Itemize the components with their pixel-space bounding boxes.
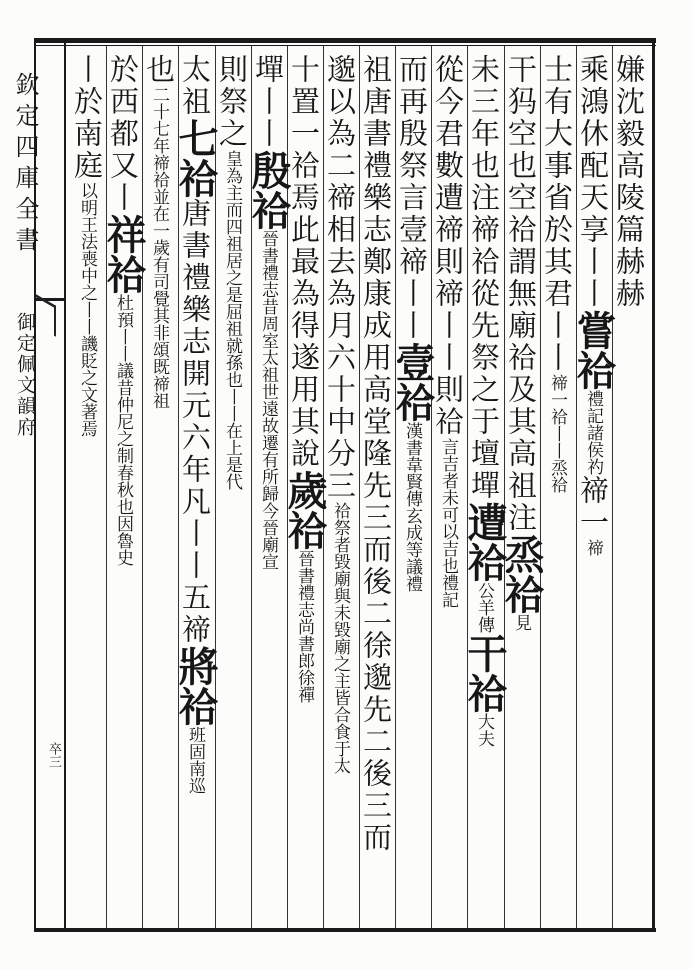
- text-column: [100, 54, 147, 920]
- headword: 殷祫: [245, 150, 292, 230]
- text-column: [325, 54, 357, 920]
- headword: 將祫: [172, 646, 219, 726]
- text-column: [245, 54, 292, 920]
- text-column: [72, 54, 104, 920]
- headword: 干祫: [461, 633, 508, 713]
- body-text: 未三年也注禘祫從先祭之于壇墠: [467, 54, 501, 502]
- text-column: [389, 54, 436, 920]
- annotation-text: 大夫: [474, 713, 494, 747]
- annotation-text: 祫: [547, 476, 567, 493]
- text-column: [498, 54, 545, 920]
- body-text: 而再殷祭言壹禘丨丨: [395, 54, 429, 342]
- body-text: 十置一祫焉此最為得遂用其說: [287, 54, 321, 470]
- top-border-thin: [34, 45, 656, 46]
- text-column: [281, 54, 328, 920]
- annotation-text: 班固南巡: [185, 726, 205, 794]
- annotation-text: 晉書禮志尚書郎徐禪: [294, 550, 314, 703]
- annotation-text: 以明王法喪中之丨丨譏貶之文著焉: [77, 182, 97, 437]
- annotation-text: 頌既禘祖: [149, 341, 169, 409]
- body-text: 唐書禮樂志開元六年凡丨丨五禘: [178, 198, 212, 646]
- page-number: 卒三: [46, 742, 61, 768]
- headword: 烝祫: [498, 534, 545, 614]
- annotation-text: 禮記諸侯礿: [583, 390, 603, 475]
- body-text: 士有大事省於其君丨丨: [540, 54, 574, 374]
- text-column: [433, 54, 465, 920]
- annotation-text: 公羊傳: [474, 582, 494, 633]
- text-column: [542, 54, 574, 920]
- annotation-text: 祫祭者毀廟與未毀廟之主皆合食于太: [330, 502, 350, 774]
- headword: 歲祫: [281, 470, 328, 550]
- book-title: 欽定四庫全書: [11, 72, 39, 258]
- top-border: [34, 38, 656, 43]
- annotation-text: 見: [511, 614, 531, 631]
- body-text: 也: [142, 54, 176, 86]
- text-column: [570, 54, 617, 920]
- body-text: 太祖: [178, 54, 212, 118]
- body-text: 墠丨丨: [251, 54, 285, 150]
- annotation-text: 杜預丨丨議昔仲尼之制春秋也因魯史: [113, 294, 133, 566]
- annotation-text: 言吉者未可以吉也: [438, 438, 458, 574]
- text-column: [217, 54, 249, 920]
- body-text: 乘鴻休配天享丨丨: [576, 54, 610, 310]
- text-column: [172, 54, 219, 920]
- body-text: 則祭之: [215, 54, 249, 150]
- headword: 七祫: [172, 118, 219, 198]
- annotation-text: 祫丨丨烝: [547, 408, 567, 476]
- headword: 嘗祫: [570, 310, 617, 390]
- body-text: 丨於南庭: [70, 54, 104, 182]
- book-subtitle: 御定佩文韻府: [14, 312, 36, 438]
- right-border: [652, 38, 655, 932]
- annotation-text: 禘一: [547, 374, 567, 408]
- bottom-border: [34, 928, 656, 932]
- body-text: 從今君數遭禘則禘丨丨則祫: [431, 54, 465, 438]
- headword: 祥祫: [100, 214, 147, 294]
- annotation-text: 禘: [583, 539, 603, 556]
- text-column: [461, 54, 508, 920]
- text-column: [144, 54, 176, 920]
- annotation-text: 禮記: [438, 574, 458, 608]
- body-text: 祖唐書禮樂志鄭康成用高堂隆先三而後二徐邈先二後三而: [359, 54, 393, 854]
- headword: 遭祫: [461, 502, 508, 582]
- body-text: 於西都又丨: [106, 54, 140, 214]
- annotation-text: 皇為主而四祖居之是屈祖就孫也丨丨在上是代: [222, 150, 242, 490]
- annotation-text: 漢書韋賢傳玄成等議禮: [402, 422, 422, 592]
- headword: 壹祫: [389, 342, 436, 422]
- text-column: [614, 54, 646, 920]
- body-text: 邈以為二禘相去為月六十中分三: [323, 54, 357, 502]
- body-text: 嫌沈毅高陵篇赫赫: [612, 54, 646, 310]
- text-column: [361, 54, 393, 920]
- annotation-text: 二十七年禘祫並在一歲有司覺其非: [149, 86, 169, 341]
- margin-divider: [64, 38, 66, 932]
- annotation-text: 晉書禮志昔周室太祖世遠故遷有所歸今晉廟宣: [258, 230, 278, 570]
- body-text: 禘一: [576, 475, 610, 539]
- body-text: 干犸空也空祫謂無廟祫及其高祖注: [504, 54, 538, 534]
